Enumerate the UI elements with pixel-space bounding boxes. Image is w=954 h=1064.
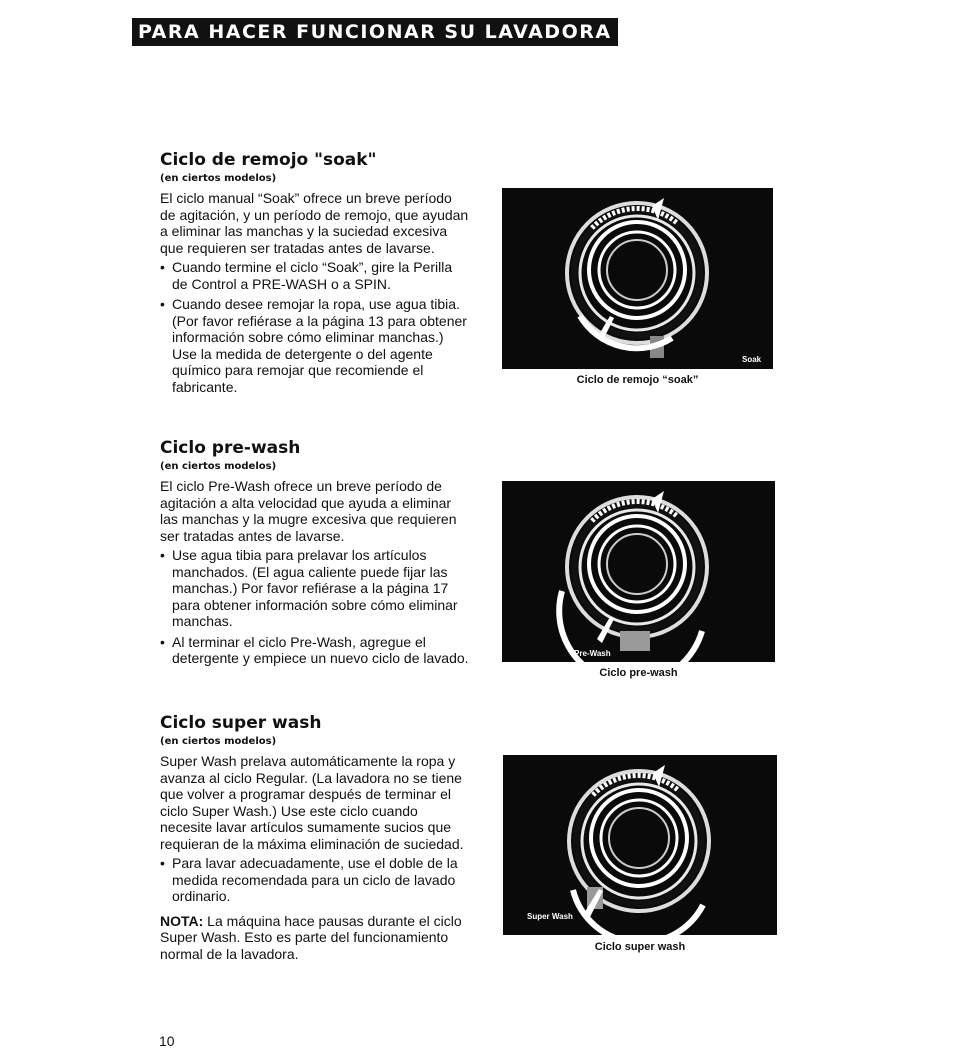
section-subtitle: (en ciertos modelos) (160, 736, 277, 747)
section-superwash (160, 713, 470, 962)
bullet-item: • Use agua tibia para prelavar los artículos manchados. (El agua caliente puede fijar las manchas.) Por favor refiérase a la página 17 para obtener información sobre cómo eliminar manchas. (160, 547, 470, 630)
dial-label: Pre-Wash (574, 649, 611, 658)
note-label: NOTA: (160, 912, 204, 929)
section-title: Ciclo super wash (160, 713, 322, 733)
figure-caption: Ciclo pre-wash (599, 667, 678, 679)
section-prewash (160, 438, 470, 671)
section-paragraph: Super Wash prelava automáticamente la ropa y avanza al ciclo Regular. (La lavadora no se tiene que volver a programar después de terminar el ciclo Super Wash.) Use este ciclo cuando necesite lavar artículos sumamente sucios que requieran de la máxima eliminación de suciedad. (160, 753, 464, 852)
bullet-item: • Cuando termine el ciclo “Soak”, gire la Perilla de Control a PRE-WASH o a SPIN. (160, 259, 470, 292)
section-title: Ciclo de remojo "soak" (160, 150, 377, 170)
figure-caption: Ciclo super wash (594, 941, 686, 953)
section-paragraph: El ciclo manual “Soak” ofrece un breve período de agitación, y un período de remojo, que ayudan a eliminar las manchas y la suciedad excesiva que requieren ser tratadas antes de lavarse. (160, 190, 469, 256)
section-paragraph: El ciclo Pre-Wash ofrece un breve período de agitación a alta velocidad que ayuda a eliminar las manchas y la mugre excesiva que requieren ser tratadas antes de lavarse. (160, 478, 457, 544)
page-number: 10 (159, 1033, 175, 1049)
bullet-list (160, 855, 470, 905)
note (160, 913, 470, 963)
section-title: Ciclo pre-wash (160, 438, 301, 458)
bullet-list (160, 547, 470, 667)
section-soak (160, 150, 470, 399)
dial-label: Super Wash (527, 912, 573, 921)
figure-caption: Ciclo de remojo “soak” (576, 374, 699, 386)
dial-label: Soak (742, 355, 762, 364)
bullet-item: • Cuando desee remojar la ropa, use agua tibia. (Por favor refiérase a la página 13 para obtener información sobre cómo eliminar manchas.) Use la medida de detergente o del agente químico para remojar que recomiende el fabricante. (160, 296, 470, 395)
bullet-item: • Al terminar el ciclo Pre-Wash, agregue el detergente y empiece un nuevo ciclo de lavado. (160, 634, 470, 667)
bullet-list (160, 259, 470, 395)
section-subtitle: (en ciertos modelos) (160, 173, 277, 184)
page-header: PARA HACER FUNCIONAR SU LAVADORA (132, 18, 618, 46)
section-subtitle: (en ciertos modelos) (160, 461, 277, 472)
prewash-dial-photo (502, 481, 775, 662)
soak-dial-photo (502, 188, 773, 369)
note-text: La máquina hace pausas durante el ciclo Super Wash. Esto es parte del funcionamiento normal de la lavadora. (160, 912, 462, 962)
bullet-item: • Para lavar adecuadamente, use el doble de la medida recomendada para un ciclo de lavado ordinario. (160, 855, 470, 905)
superwash-dial-photo (503, 755, 777, 935)
